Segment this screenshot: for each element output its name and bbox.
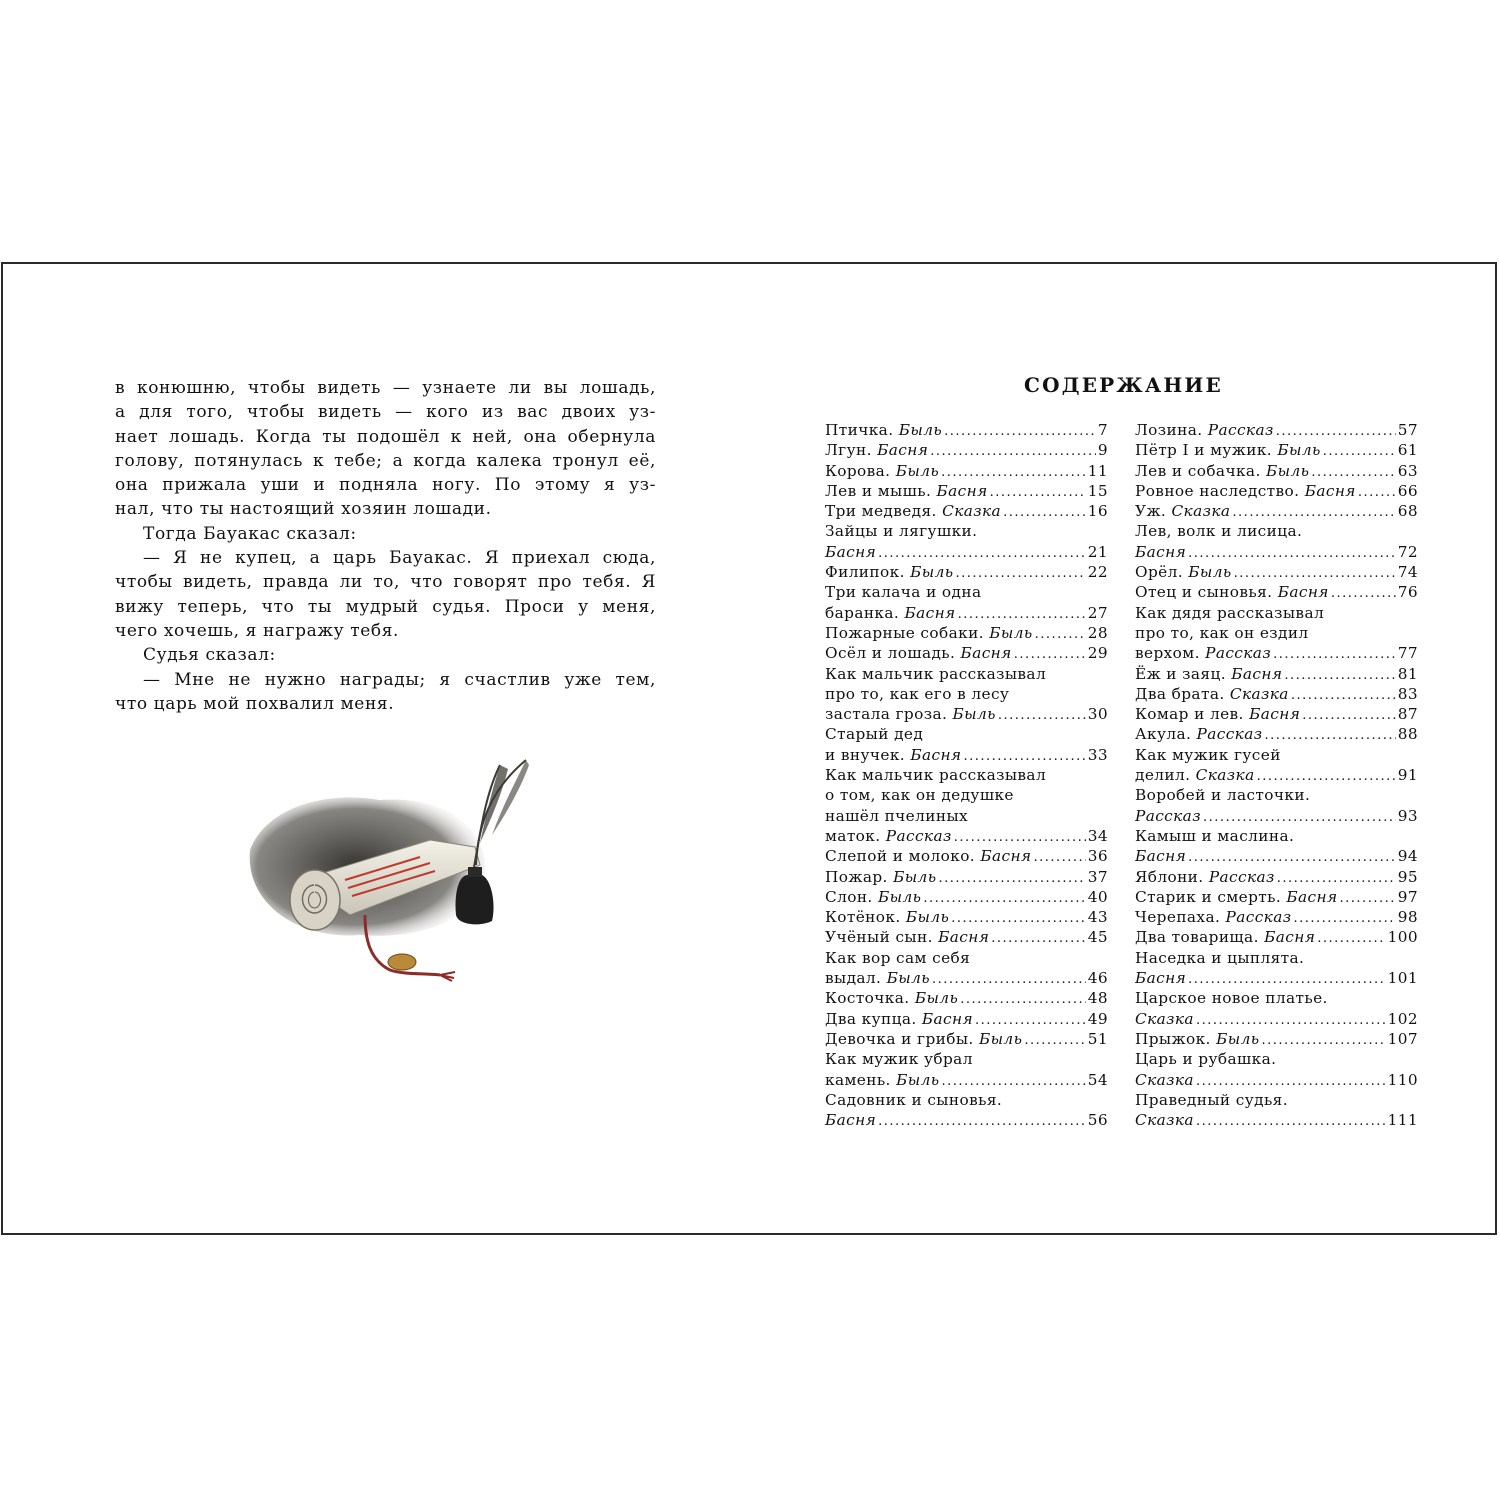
toc-page-number: 101 (1387, 969, 1418, 988)
toc-dot-leader (951, 909, 1086, 929)
toc-entry[interactable] (1135, 1029, 1418, 1049)
toc-entry-genre: Сказка (1171, 502, 1231, 521)
text-line: а для того, чтобы видеть — кого из вас двоих уз- (115, 402, 656, 423)
toc-entry[interactable] (1135, 785, 1418, 826)
toc-dot-leader (1196, 1011, 1386, 1031)
toc-entry[interactable] (1135, 1049, 1418, 1090)
toc-dot-leader (1264, 726, 1395, 746)
toc-page-number: 100 (1387, 928, 1418, 947)
toc-entry-title: Учёный сын. (825, 928, 939, 947)
toc-entry[interactable] (825, 907, 1108, 927)
toc-entry-title-line: нашёл пчелиных (825, 806, 969, 825)
toc-dot-leader (1273, 645, 1396, 665)
toc-entry-title-line: Как мальчик рассказывал (825, 664, 1047, 683)
toc-page-number: 56 (1087, 1111, 1108, 1130)
toc-entry[interactable] (825, 501, 1108, 521)
toc-dot-leader (938, 869, 1085, 889)
toc-entry-title-line: Праведный судья. (1135, 1090, 1288, 1109)
toc-entry[interactable] (1135, 603, 1418, 664)
toc-entry[interactable] (825, 927, 1108, 947)
toc-dot-leader (1035, 625, 1086, 645)
toc-entry-title: застала гроза. (825, 705, 953, 724)
toc-entry[interactable] (1135, 887, 1418, 907)
toc-page-number: 37 (1087, 867, 1108, 886)
toc-entry-title: Три медведя. (825, 502, 943, 521)
toc-entry[interactable] (1135, 481, 1418, 501)
toc-entry-title: баранка. (825, 603, 905, 622)
toc-page-number: 27 (1087, 603, 1108, 622)
text-line: — Я не купец, а царь Бауакас. Я приехал сюда, (143, 548, 656, 569)
toc-title: СОДЕРЖАНИЕ (1024, 373, 1223, 397)
toc-page-number: 40 (1087, 887, 1108, 906)
toc-dot-leader (954, 828, 1086, 848)
toc-dot-leader (998, 706, 1086, 726)
toc-entry[interactable] (1135, 988, 1418, 1029)
toc-entry[interactable] (825, 420, 1108, 440)
toc-entry-title: Отец и сыновья. (1135, 583, 1278, 602)
toc-entry-title: Лгун. (825, 441, 878, 460)
story-text (115, 376, 656, 716)
text-line: чтобы видеть, правда ли то, что говорят про тебя. Я (115, 572, 656, 593)
toc-entry[interactable] (825, 440, 1108, 460)
toc-entry[interactable] (825, 948, 1108, 989)
toc-dot-leader (1232, 503, 1395, 523)
toc-entry[interactable] (1135, 745, 1418, 786)
toc-dot-leader (1302, 706, 1396, 726)
toc-entry-genre: Быль (989, 623, 1033, 642)
toc-entry-genre: Сказка (1195, 766, 1255, 785)
toc-entry[interactable] (1135, 1090, 1418, 1131)
toc-entry-genre: Быль (910, 563, 954, 582)
toc-entry-title-line: Наседка и цыплята. (1135, 948, 1305, 967)
toc-entry-title: Два купца. (825, 1009, 922, 1028)
toc-page-number: 66 (1397, 481, 1418, 500)
toc-entry-title: верхом. (1135, 644, 1206, 663)
toc-entry-title: Уж. (1135, 502, 1172, 521)
toc-entry-genre: Быль (1277, 441, 1321, 460)
toc-page-number: 97 (1397, 887, 1418, 906)
text-line: нал, что ты настоящий хозяин лошади. (115, 499, 492, 520)
toc-entry[interactable] (825, 521, 1108, 562)
toc-entry-title-line: Зайцы и лягушки. (825, 522, 978, 541)
toc-entry[interactable] (1135, 461, 1418, 481)
toc-entry-title: Акула. (1135, 725, 1197, 744)
toc-entry-genre: Быль (898, 421, 943, 439)
toc-dot-leader (1291, 686, 1396, 706)
toc-entry-genre: Басня (980, 847, 1032, 866)
toc-entry-title: маток. (825, 826, 886, 845)
toc-dot-leader (941, 1072, 1085, 1092)
toc-entry-title: Птичка. (825, 421, 899, 439)
toc-entry-genre: Сказка (942, 502, 1002, 521)
toc-entry-genre: Сказка (1135, 1009, 1194, 1028)
toc-entry-genre: Басня (921, 1009, 974, 1028)
toc-entry-title: Осёл и лошадь. (825, 644, 961, 663)
text-line: — Мне не нужно награды; я счастлив уже тем, (143, 669, 656, 690)
toc-entry-title: Лозина. (1135, 421, 1208, 439)
toc-entry[interactable] (1135, 664, 1418, 684)
toc-entry-title: Косточка. (825, 989, 915, 1008)
toc-entry-title: камень. (825, 1070, 897, 1089)
toc-entry-title: Лев и собачка. (1135, 461, 1266, 480)
toc-page-number: 83 (1397, 684, 1418, 703)
toc-entry-title-line: о том, как он дедушке (825, 786, 1014, 805)
toc-entry-genre: Рассказ (1196, 725, 1263, 744)
toc-page-number: 76 (1397, 583, 1418, 602)
toc-dot-leader (1234, 564, 1396, 584)
toc-dot-leader (1277, 869, 1396, 889)
toc-entry-genre: Быль (1188, 563, 1232, 582)
toc-page-number: 36 (1087, 847, 1108, 866)
toc-page-number: 28 (1087, 623, 1108, 642)
toc-entry[interactable] (1135, 927, 1418, 947)
toc-entry-title: Яблони. (1135, 867, 1209, 886)
toc-page-number: 98 (1397, 908, 1418, 927)
toc-page-number: 74 (1397, 563, 1418, 582)
toc-entry-genre: Сказка (1135, 1111, 1194, 1130)
toc-entry-genre: Рассказ (1135, 806, 1201, 825)
toc-page-number: 68 (1397, 502, 1418, 521)
toc-entry[interactable] (825, 724, 1108, 765)
toc-dot-leader (1284, 666, 1395, 686)
toc-entry[interactable] (825, 1049, 1108, 1090)
toc-entry-genre: Быль (978, 1029, 1023, 1048)
toc-dot-leader (1203, 808, 1396, 828)
toc-entry-title-line: Садовник и сыновья. (825, 1090, 1003, 1109)
toc-entry[interactable] (825, 988, 1108, 1008)
text-line: голову, потянулась к тебе; а когда калека тронул её, (115, 450, 656, 471)
toc-entry-genre: Басня (936, 481, 988, 500)
toc-entry-title-line: Лев, волк и лисица. (1135, 522, 1303, 541)
toc-dot-leader (1188, 970, 1385, 990)
toc-entry[interactable] (1135, 684, 1418, 704)
toc-dot-leader (1003, 503, 1086, 523)
toc-dot-leader (991, 929, 1085, 949)
toc-page-number: 29 (1087, 644, 1108, 663)
toc-page-number: 87 (1397, 705, 1418, 724)
text-line: чего хочешь, я награжу тебя. (115, 620, 400, 641)
toc-entry-genre: Басня (1135, 969, 1187, 988)
toc-entry[interactable] (1135, 867, 1418, 887)
toc-entry-title: Слон. (825, 887, 878, 906)
toc-dot-leader (944, 422, 1096, 442)
toc-page-number: 102 (1387, 1009, 1418, 1028)
toc-column-left (825, 420, 1108, 1130)
toc-entry[interactable] (1135, 907, 1418, 927)
toc-entry[interactable] (1135, 521, 1418, 562)
toc-entry-title-line: про то, как его в лесу (825, 684, 1010, 703)
toc-page-number: 48 (1087, 989, 1108, 1008)
toc-entry-genre: Сказка (1229, 684, 1289, 703)
toc-entry[interactable] (825, 481, 1108, 501)
toc-entry-genre: Быль (1265, 461, 1310, 480)
toc-page-number: 43 (1087, 908, 1108, 927)
toc-entry-title-line: Как мужик гусей (1135, 745, 1281, 764)
toc-entry[interactable] (1135, 724, 1418, 744)
toc-dot-leader (1014, 645, 1086, 665)
toc-entry-genre: Басня (1264, 928, 1316, 947)
toc-entry-title: Черепаха. (1135, 908, 1226, 927)
toc-entry[interactable] (825, 562, 1108, 582)
toc-page-number: 30 (1087, 705, 1108, 724)
toc-dot-leader (990, 483, 1086, 503)
toc-entry[interactable] (825, 887, 1108, 907)
toc-entry[interactable] (825, 461, 1108, 481)
toc-page-number: 22 (1087, 563, 1108, 582)
toc-entry-genre: Басня (960, 644, 1012, 663)
toc-page-number: 21 (1087, 542, 1108, 561)
toc-entry-title: делил. (1135, 766, 1196, 785)
toc-dot-leader (1358, 483, 1396, 503)
scroll-quill-inkwell-illustration (230, 755, 530, 985)
toc-entry[interactable] (1135, 440, 1418, 460)
toc-dot-leader (1323, 442, 1396, 462)
text-line: Тогда Бауакас сказал: (143, 523, 357, 544)
toc-entry-title-line: про то, как он ездил (1135, 623, 1309, 642)
toc-entry-genre: Рассказ (1225, 908, 1292, 927)
toc-entry-title: Лев и мышь. (825, 481, 937, 500)
toc-page-number: 93 (1397, 806, 1418, 825)
toc-page-number: 61 (1397, 441, 1418, 460)
toc-entry-genre: Басня (1135, 542, 1187, 561)
toc-dot-leader (1311, 463, 1395, 483)
toc-dot-leader (1331, 584, 1396, 604)
toc-entry-genre: Быль (895, 461, 940, 480)
toc-entry-genre: Басня (1249, 705, 1301, 724)
text-line: Судья сказал: (143, 645, 276, 666)
toc-entry-genre: Басня (938, 928, 990, 947)
text-line: она прижала уши и подняла ногу. По этому я уз- (115, 475, 656, 496)
toc-entry-title: Старик и смерть. (1135, 887, 1287, 906)
text-line: в конюшню, чтобы видеть — узнаете ли вы лошадь, (115, 378, 656, 398)
toc-page-number: 9 (1097, 441, 1108, 460)
toc-dot-leader (930, 442, 1096, 462)
toc-entry-title-line: Как мальчик рассказывал (825, 766, 1047, 785)
toc-page-number: 49 (1087, 1009, 1108, 1028)
toc-entry-genre: Басня (904, 603, 956, 622)
toc-entry-title: Корова. (825, 461, 896, 480)
toc-entry-genre: Быль (1216, 1029, 1260, 1048)
toc-entry[interactable] (825, 643, 1108, 663)
toc-entry-genre: Басня (1277, 583, 1329, 602)
toc-entry-genre: Рассказ (1208, 867, 1275, 886)
toc-entry[interactable] (825, 1029, 1108, 1049)
toc-entry-genre: Быль (952, 705, 996, 724)
toc-entry[interactable] (825, 765, 1108, 846)
toc-dot-leader (923, 889, 1085, 909)
toc-entry[interactable] (1135, 582, 1418, 602)
toc-entry-genre: Басня (1286, 887, 1338, 906)
toc-entry-title: Филипок. (825, 563, 911, 582)
toc-entry[interactable] (825, 623, 1108, 643)
toc-entry-genre: Быль (905, 908, 950, 927)
toc-entry-genre: Быль (877, 887, 922, 906)
toc-dot-leader (1024, 1031, 1085, 1051)
toc-page-number: 45 (1087, 928, 1108, 947)
toc-page-number: 46 (1087, 969, 1108, 988)
toc-entry-title: Пётр I и мужик. (1135, 441, 1278, 460)
toc-entry-title: и внучек. (825, 745, 911, 764)
toc-entry[interactable] (825, 867, 1108, 887)
toc-entry-title-line: Камыш и маслина. (1135, 826, 1295, 845)
toc-dot-leader (975, 1011, 1086, 1031)
toc-page-number: 54 (1087, 1070, 1108, 1089)
toc-page-number: 111 (1387, 1111, 1418, 1130)
toc-page-number: 88 (1397, 725, 1418, 744)
toc-entry-title: Котёнок. (825, 908, 906, 927)
toc-dot-leader (1188, 544, 1396, 564)
toc-entry-title: Орёл. (1135, 563, 1189, 582)
toc-entry-title: Пожарные собаки. (825, 623, 990, 642)
toc-entry[interactable] (825, 1009, 1108, 1029)
toc-page-number: 33 (1087, 745, 1108, 764)
toc-entry-genre: Сказка (1135, 1070, 1194, 1089)
toc-entry-genre: Басня (825, 1111, 877, 1130)
toc-entry[interactable] (825, 664, 1108, 725)
toc-dot-leader (1340, 889, 1396, 909)
toc-dot-leader (1188, 848, 1396, 868)
toc-dot-leader (932, 970, 1086, 990)
toc-entry-title-line: Царское новое платье. (1135, 989, 1328, 1008)
toc-dot-leader (1257, 767, 1396, 787)
toc-dot-leader (1293, 909, 1395, 929)
toc-dot-leader (878, 544, 1086, 564)
toc-dot-leader (1196, 1072, 1386, 1092)
toc-page-number: 15 (1087, 481, 1108, 500)
toc-entry-title: Комар и лев. (1135, 705, 1250, 724)
toc-page-number: 7 (1097, 421, 1108, 439)
toc-page-number: 107 (1387, 1029, 1418, 1048)
toc-column-right (1135, 420, 1418, 1130)
toc-entry-title: Прыжок. (1135, 1029, 1217, 1048)
toc-entry-genre: Рассказ (885, 826, 952, 845)
toc-entry-genre: Быль (914, 989, 959, 1008)
toc-entry[interactable] (1135, 501, 1418, 521)
toc-dot-leader (941, 463, 1086, 483)
toc-dot-leader (1196, 1112, 1386, 1132)
toc-entry-title-line: Старый дед (825, 725, 924, 744)
toc-entry[interactable] (825, 1090, 1108, 1131)
toc-dot-leader (1261, 1031, 1385, 1051)
toc-dot-leader (1317, 929, 1385, 949)
toc-entry-title-line: Царь и рубашка. (1135, 1050, 1277, 1069)
toc-page-number: 51 (1087, 1029, 1108, 1048)
toc-entry-genre: Рассказ (1207, 421, 1274, 439)
toc-entry[interactable] (1135, 826, 1418, 867)
toc-dot-leader (1033, 848, 1085, 868)
toc-page-number: 34 (1087, 826, 1108, 845)
toc-dot-leader (878, 1112, 1086, 1132)
text-line: что царь мой похвалил меня. (115, 693, 395, 714)
toc-page-number: 16 (1087, 502, 1108, 521)
toc-entry-title-line: Как мужик убрал (825, 1050, 973, 1069)
toc-entry[interactable] (1135, 562, 1418, 582)
toc-page-number: 91 (1397, 766, 1418, 785)
toc-entry-genre: Басня (1231, 664, 1283, 683)
toc-entry-title: Ёж и заяц. (1135, 664, 1232, 683)
toc-page-number: 94 (1397, 847, 1418, 866)
toc-page-number: 81 (1397, 664, 1418, 683)
toc-page-number: 72 (1397, 542, 1418, 561)
toc-entry-title: Ровное наследство. (1135, 481, 1305, 500)
toc-entry-title: выдал. (825, 969, 887, 988)
toc-entry[interactable] (1135, 704, 1418, 724)
toc-entry[interactable] (1135, 948, 1418, 989)
toc-entry-title: Два товарища. (1135, 928, 1265, 947)
toc-entry-genre: Басня (1135, 847, 1187, 866)
toc-entry-genre: Басня (825, 542, 877, 561)
toc-dot-leader (955, 564, 1085, 584)
toc-entry-title-line: Воробей и ласточки. (1135, 786, 1311, 805)
toc-page-number: 57 (1397, 421, 1418, 439)
toc-page-number: 63 (1397, 461, 1418, 480)
toc-entry-title: Два брата. (1135, 684, 1230, 703)
toc-entry[interactable] (825, 582, 1108, 623)
toc-entry-title-line: Как вор сам себя (825, 948, 971, 967)
toc-page-number: 95 (1397, 867, 1418, 886)
toc-entry-genre: Басня (910, 745, 962, 764)
toc-entry-title-line: Как дядя рассказывал (1135, 603, 1325, 622)
text-line: вижу теперь, что ты мудрый судья. Проси у меня, (115, 596, 656, 617)
toc-page-number: 11 (1087, 461, 1108, 480)
toc-entry-genre: Быль (886, 969, 930, 988)
text-line: нает лошадь. Когда ты подошёл к ней, она обернула (115, 426, 656, 447)
toc-dot-leader (1276, 422, 1396, 442)
toc-entry-genre: Басня (1304, 481, 1356, 500)
toc-dot-leader (960, 990, 1086, 1010)
toc-page-number: 110 (1387, 1070, 1418, 1089)
toc-entry-title-line: Три калача и одна (825, 583, 982, 602)
toc-entry-genre: Быль (893, 867, 937, 886)
toc-page-number: 77 (1397, 644, 1418, 663)
toc-entry[interactable] (1135, 420, 1418, 440)
toc-dot-leader (963, 747, 1085, 767)
toc-entry-title: Девочка и грибы. (825, 1029, 979, 1048)
toc-entry-genre: Рассказ (1205, 644, 1272, 663)
toc-dot-leader (958, 605, 1086, 625)
toc-entry-genre: Быль (896, 1070, 940, 1089)
toc-entry-title: Пожар. (825, 867, 894, 886)
toc-entry-title: Слепой и молоко. (825, 847, 981, 866)
toc-entry-genre: Басня (877, 441, 929, 460)
toc-entry[interactable] (825, 846, 1108, 866)
